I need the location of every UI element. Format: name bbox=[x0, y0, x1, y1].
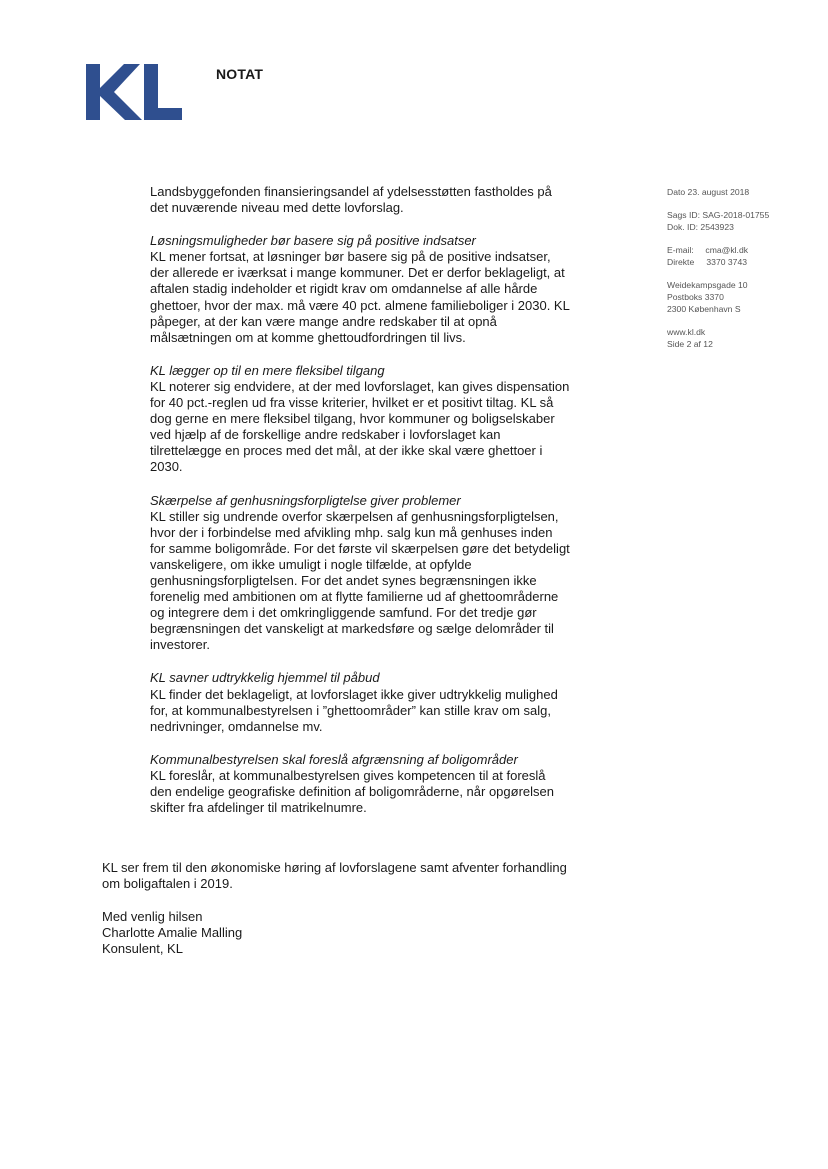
email-row bbox=[667, 244, 817, 256]
section-heading: Løsningsmuligheder bør basere sig på positive indsatser bbox=[150, 233, 476, 249]
address-street: Weidekampsgade 10 bbox=[667, 280, 748, 290]
date-group bbox=[667, 186, 817, 198]
section-text: KL noterer sig endvidere, at der med lovforslaget, kan gives dispensation for 40 pct.-reglen ud fra visse kriterier, hvilket er et positivt tiltag. KL så dog gerne en mere fleksibel tilgang, hvor kommuner og boligselskaber ved hjælp af de forskellige andre redskaber i lovforslaget kan tilrettelægge en proces med det mål, at der ikke skal være ghettoer i 2030. bbox=[150, 378, 570, 475]
section-text: KL stiller sig undrende overfor skærpelsen af genhusningsforpligtelsen, hvor der i forbindelse med afvikling mhp. salg kun må genhuses inden for samme boligområde. For det første vil skærpelsen gøre det betydeligt vanskeligere, om ikke umuligt i nogle tilfælde, at opfylde genhusningsforpligtelsen. For det andet synes begrænsningen ikke forenelig med ambitionen om at flytte familierne ud af ghettoområderne og integrere dem i det omkringliggende samfund. For det tredje gør begrænsningen det vanskeligt at markedsføre og sælge delområder til investorer. bbox=[150, 508, 570, 653]
section-heading: KL savner udtrykkelig hjemmel til påbud bbox=[150, 670, 380, 686]
section-heading: Kommunalbestyrelsen skal foreslå afgrænsning af boligområder bbox=[150, 751, 518, 767]
case-id: Sags ID: SAG-2018-01755 bbox=[667, 210, 770, 220]
closing-block bbox=[102, 860, 572, 957]
section-rehousing bbox=[150, 493, 570, 654]
email-value[interactable]: cma@kl.dk bbox=[705, 245, 749, 255]
email-label: E-mail: bbox=[667, 245, 694, 255]
section-flexible-approach bbox=[150, 363, 570, 476]
document-type-label: NOTAT bbox=[216, 66, 264, 82]
phone-label: Direkte bbox=[667, 257, 695, 267]
document-id: Dok. ID: 2543923 bbox=[667, 222, 734, 232]
signature-block bbox=[102, 909, 572, 957]
phone-row bbox=[667, 256, 817, 268]
section-heading: Skærpelse af genhusningsforpligtelse giver problemer bbox=[150, 492, 461, 508]
section-solutions bbox=[150, 233, 570, 346]
section-text: KL foreslår, at kommunalbestyrelsen gives kompetencen til at foreslå den endelige geografiske definition af boligområderne, når opgørelsen skifter fra afdelinger til matrikelnumre. bbox=[150, 767, 554, 816]
ids-group bbox=[667, 209, 817, 233]
signer-title: Konsulent, KL bbox=[102, 941, 183, 957]
section-injunction bbox=[150, 670, 570, 734]
intro-paragraph: Landsbyggefonden finansieringsandel af ydelsesstøtten fastholdes på det nuværende niveau med dette lovforslag. bbox=[150, 184, 552, 216]
address-city: 2300 København S bbox=[667, 304, 741, 314]
address-postbox: Postboks 3370 bbox=[667, 292, 724, 302]
section-heading: KL lægger op til en mere fleksibel tilgang bbox=[150, 362, 385, 378]
contact-group bbox=[667, 244, 817, 268]
metadata-column bbox=[667, 186, 817, 361]
section-text: KL mener fortsat, at løsninger bør basere sig på de positive indsatser, der allerede er iværksat i mange kommuner. Det er derfor beklageligt, at aftalen stadig indeholder et rigidt krav om omdannelse af alle hårde ghettoer, hvor der max. må være 40 pct. almene familieboliger i 2030. KL påpeger, at der kan være mange andre redskaber til at opnå målsætningen om at komme ghettoudfordringen til livs. bbox=[150, 249, 570, 345]
phone-value: 3370 3743 bbox=[706, 257, 748, 267]
address-group bbox=[667, 279, 817, 315]
section-text: KL finder det beklageligt, at lovforslaget ikke giver udtrykkelig mulighed for, at kommunalbestyrelsen i ”ghettoområder” kan stille krav om salg, nedrivninger, omdannelse mv. bbox=[150, 686, 558, 734]
signer-name: Charlotte Amalie Malling bbox=[102, 925, 243, 941]
closing-paragraph: KL ser frem til den økonomiske høring af lovforslagene samt afventer forhandling om boligaftalen i 2019. bbox=[102, 860, 567, 892]
web-group bbox=[667, 326, 817, 350]
page-number: Side 2 af 12 bbox=[667, 339, 713, 349]
date: Dato 23. august 2018 bbox=[667, 187, 750, 197]
website-link[interactable]: www.kl.dk bbox=[667, 327, 706, 337]
memo-body bbox=[150, 184, 570, 833]
greeting: Med venlig hilsen bbox=[102, 909, 203, 925]
section-boundaries bbox=[150, 752, 570, 816]
kl-logo bbox=[86, 64, 182, 120]
